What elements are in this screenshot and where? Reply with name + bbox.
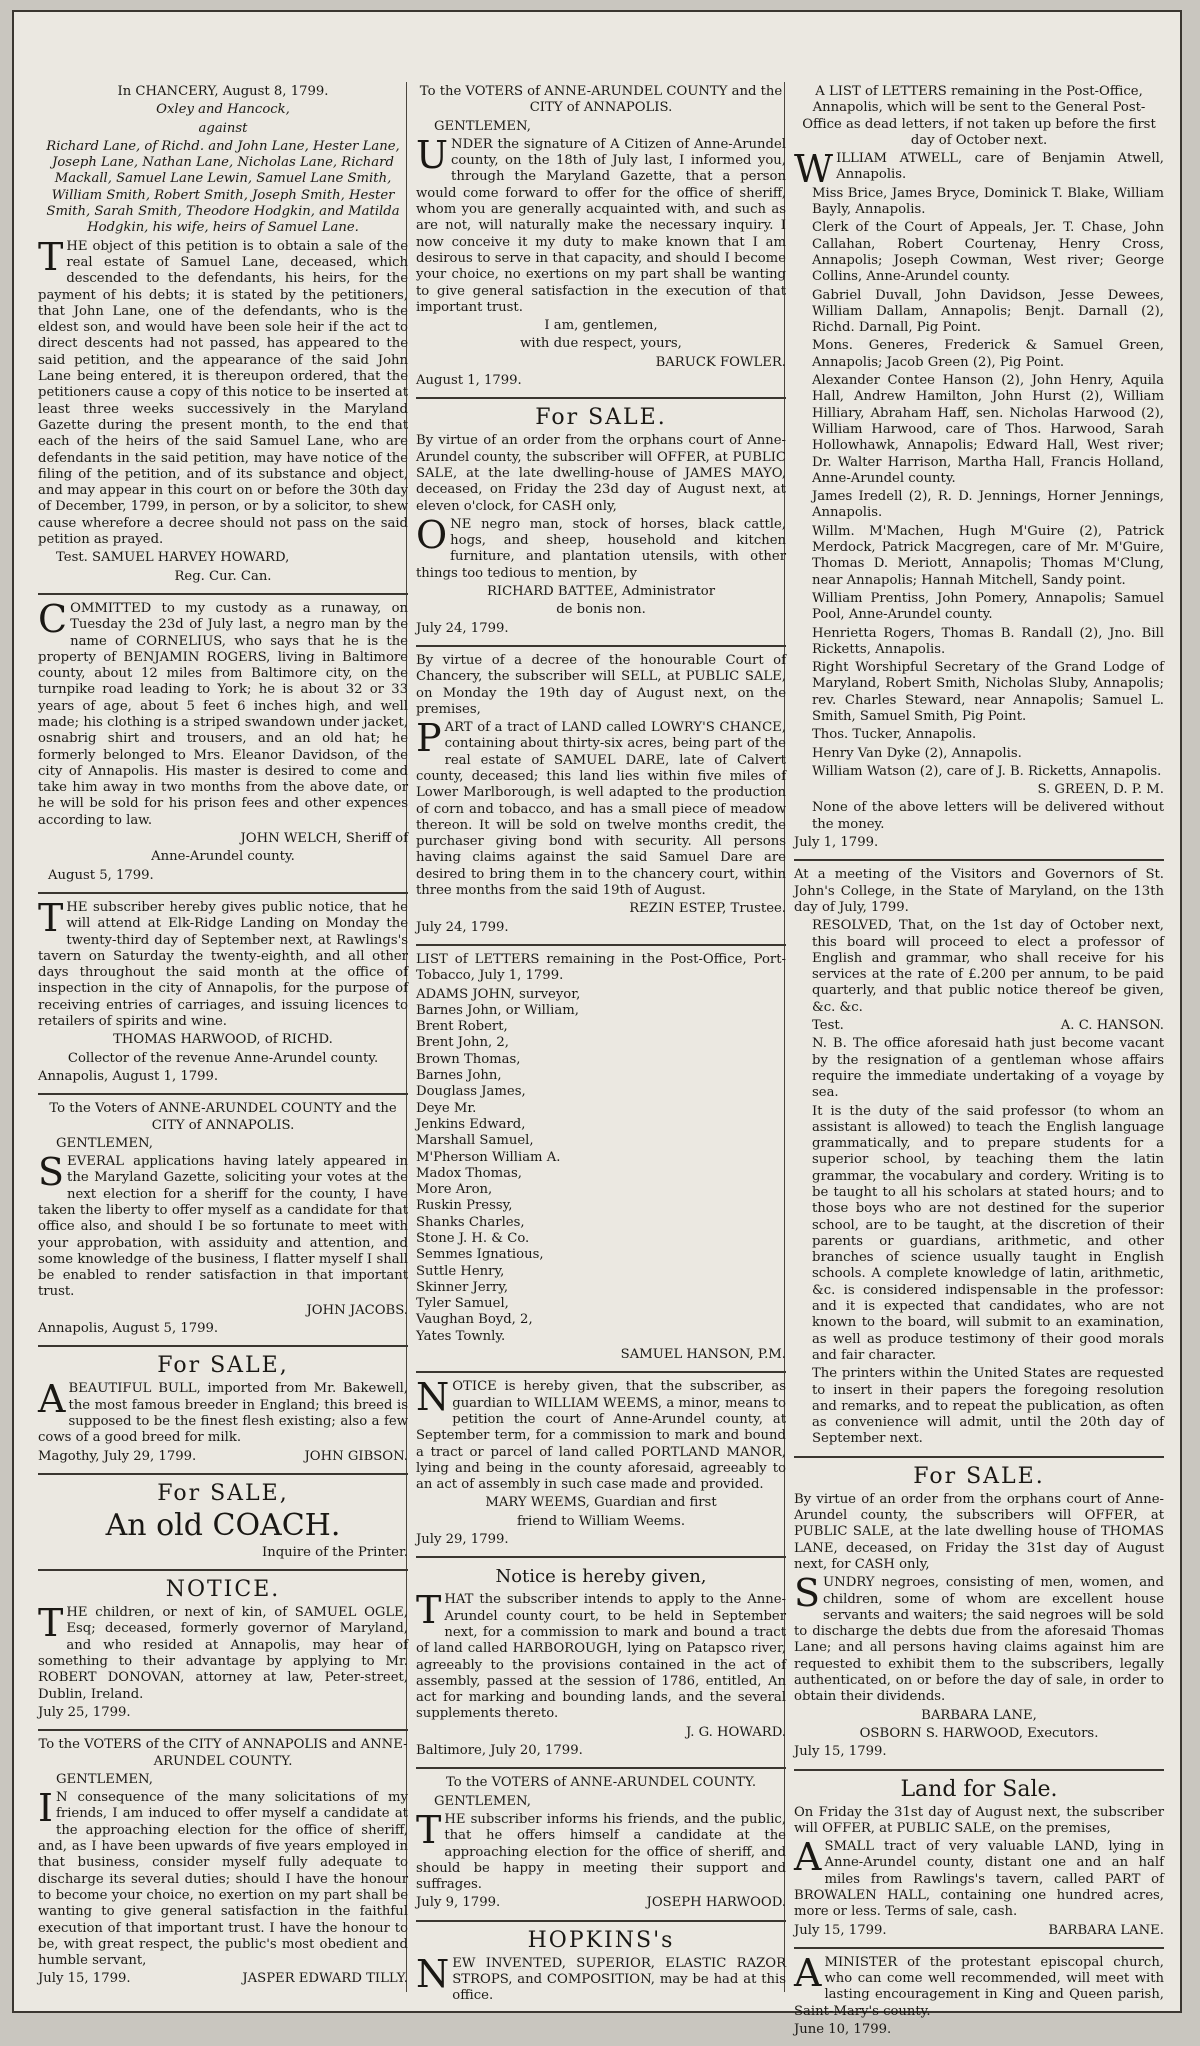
- drop-cap: T: [416, 1588, 442, 1633]
- signature: JOSEPH HARWOOD.: [646, 1895, 786, 1911]
- date: August 5, 1799.: [48, 867, 154, 883]
- list-item: Willm. M'Machen, Hugh M'Guire (2), Patrick Merdock, Patrick Macgregen, care of Mr. M'Guire, Thomas D. Meriott, Annapolis; Thomas M'Clung, near Annapolis; Hannah Mitchell, Sandy point.: [812, 523, 1164, 588]
- list-item: Yates Townly.: [416, 1328, 506, 1344]
- mayo-sale: [416, 405, 786, 647]
- list-item: Henrietta Rogers, Thomas B. Randall (2), Jno. Bill Ricketts, Annapolis.: [812, 625, 1164, 657]
- list-item: Brown Thomas,: [416, 1051, 521, 1067]
- salutation: GENTLEMEN,: [56, 1135, 153, 1151]
- drop-cap: T: [38, 234, 64, 279]
- date: Annapolis, August 1, 1799.: [38, 1068, 219, 1084]
- date: Magothy, July 29, 1799.: [38, 1448, 197, 1464]
- date: July 24, 1799.: [416, 919, 509, 935]
- salutation: GENTLEMEN,: [434, 1793, 531, 1809]
- list-item: Thos. Tucker, Annapolis.: [812, 727, 977, 743]
- column-2: [416, 82, 786, 2002]
- body-text: EW INVENTED, SUPERIOR, ELASTIC RAZOR STROPS, and COMPOSITION, may be had at this office.: [452, 1955, 786, 2004]
- drop-cap: N: [416, 1375, 450, 1420]
- heading: To the VOTERS of ANNE-ARUNDEL COUNTY.: [445, 1775, 757, 1791]
- list-item: Shanks Charles,: [416, 1214, 525, 1230]
- drop-cap: S: [794, 1571, 821, 1616]
- parties: against: [198, 120, 248, 136]
- list-item: Tyler Samuel,: [416, 1296, 509, 1312]
- signature: THOMAS HARWOOD, of RICHD.: [113, 1032, 333, 1048]
- drop-cap: A: [794, 1835, 822, 1880]
- bull-sale: [38, 1353, 408, 1474]
- drop-cap: T: [38, 1601, 64, 1646]
- date: July 24, 1799.: [416, 620, 509, 636]
- date: Baltimore, July 20, 1799.: [416, 1743, 583, 1759]
- weems-notice: [416, 1375, 786, 1558]
- body-text: OMMITTED to my custody as a runaway, on Tuesday the 23d of July last, a negro man by the name of CORNELIUS, who says that he is the property of BENJAMIN ROGERS, living in Baltimore county, about 12 miles from Baltimore city, on the turnpike road leading to York; he is about 32 or 33 years of age, about 5 feet 6 inches high, and well made; his clothing is a striped swandown under jacket, osnabrig shirt and trousers, and an old hat; he formerly belonged to Mrs. Eleanor Davidson, of the city of Annapolis. His master is desired to come and take him away in two months from the above date, or he will be sold for his prison fees and other expences according to law.: [38, 600, 408, 828]
- newspaper-page: [12, 10, 1182, 2038]
- list-item: Semmes Ignatious,: [416, 1247, 544, 1263]
- list-item: Alexander Contee Hanson (2), John Henry, Aquila Hall, Andrew Hamilton, John Hurst (2), William Hilliary, Abraham Haff, sen. Nicholas Harwood (2), William Harwood, care of Thos. Harwood, Sarah Hollowhawk, Annapolis; Edward Hall, West river; Dr. Walter Harrison, Martha Hall, Francis Holland, Anne-Arundel county.: [812, 373, 1164, 486]
- body-text: ART of a tract of LAND called LOWRY'S CHANCE, containing about thirty-six acres, being part of the real estate of SAMUEL DARE, late of Calvert county, deceased; this land lies within five miles of Lower Marlborough, is well adapted to the production of corn and tobacco, and has a small piece of meadow thereon. It will be sold on twelve months credit, the purchaser giving bond with security. All persons having claims against the said Samuel Dare are desired to bring them in to the chancery court, within three months from the said 19th of August.: [416, 720, 786, 899]
- ogle-notice: [38, 1577, 408, 1731]
- date: August 1, 1799.: [416, 373, 522, 389]
- list-item: Douglass James,: [416, 1084, 526, 1100]
- signature-office: Collector of the revenue Anne-Arundel county.: [67, 1050, 379, 1066]
- signature: BARUCK FOWLER.: [655, 354, 786, 370]
- list-item: Stone J. H. & Co.: [416, 1231, 530, 1246]
- drop-cap: C: [38, 596, 68, 641]
- date: July 29, 1799.: [416, 1532, 509, 1548]
- drop-cap: W: [794, 147, 834, 192]
- coach-sale: [38, 1481, 408, 1571]
- body-text: HE subscriber hereby gives public notice, that he will attend at Elk-Ridge Landing on Monday the twenty-third day of September next, at Rawlings's tavern on Saturday the twenty-eighth, and all other days throughout the said month at the office of inspection in the city of Annapolis, for the purpose of receiving entries of carriages, and issuing licences to retailers of spirits and wine.: [38, 899, 408, 1030]
- heading: For SALE.: [913, 1463, 1045, 1489]
- lowrys-chance-sale: [416, 653, 786, 946]
- body-text: MINISTER of the protestant episcopal church, who can come well recommended, will meet with lasting encouragement in King and Queen parish, Saint-Mary's county.: [794, 1954, 1164, 2019]
- signature: A. C. HANSON.: [1060, 1018, 1164, 1034]
- nota-bene: N. B. The office aforesaid hath just become vacant by the resignation of a gentleman whose affairs require the immediate undertaking of a voyage by sea.: [812, 1036, 1164, 1101]
- date: July 15, 1799.: [794, 1744, 887, 1760]
- body-text: HE subscriber informs his friends, and the public, that he offers himself a candidate at the approaching election for the office of sheriff, and should be happy in meeting their support and suffrages.: [416, 1811, 786, 1893]
- list-item: ADAMS JOHN, surveyor,: [416, 986, 581, 1002]
- note: Inquire of the Printer.: [262, 1544, 408, 1560]
- note: None of the above letters will be delivered without the money.: [812, 800, 1164, 832]
- list-item: Brent John, 2,: [416, 1035, 509, 1051]
- collector-notice: [38, 895, 408, 1095]
- list-item: Jenkins Edward,: [416, 1116, 526, 1132]
- body-text: OTICE is hereby given, that the subscriber, as guardian to WILLIAM WEEMS, a minor, means to petition the court of Anne-Arundel county, at September term, for a commission to mark and bound a tract or parcel of land called PORTLAND MANOR, lying and being in the county aforesaid, agreeably to an act of assembly in such case made and provided.: [416, 1379, 786, 1493]
- intro: On Friday the 31st day of August next, the subscriber will OFFER, at PUBLIC SALE, on the premises,: [794, 1804, 1164, 1836]
- salutation: GENTLEMEN,: [56, 1771, 153, 1787]
- heading: Notice is hereby given,: [495, 1566, 707, 1588]
- salutation: GENTLEMEN,: [434, 118, 531, 134]
- heading: For SALE,: [157, 1480, 289, 1506]
- heading: For SALE,: [157, 1353, 289, 1379]
- signature-office: friend to William Weems.: [516, 1513, 686, 1529]
- drop-cap: A: [794, 1950, 822, 1995]
- st-johns-college: [794, 867, 1164, 1457]
- parties: Oxley and Hancock,: [156, 102, 290, 118]
- closing: with due respect, yours,: [520, 336, 682, 352]
- date: Annapolis, August 5, 1799.: [38, 1321, 219, 1337]
- hopkins-strops: [416, 1928, 786, 2013]
- signature: RICHARD BATTEE, Administrator: [486, 584, 716, 600]
- body-text: ILLIAM ATWELL, care of Benjamin Atwell, Annapolis.: [836, 151, 1164, 183]
- list-item: Brent Robert,: [416, 1019, 508, 1035]
- runaway-notice: [38, 596, 408, 894]
- annapolis-letters: [794, 84, 1164, 861]
- drop-cap: U: [416, 132, 449, 177]
- coach-title: An old COACH.: [105, 1507, 341, 1543]
- letters-list: [416, 987, 786, 1346]
- date: June 10, 1799.: [794, 2022, 892, 2038]
- signature: S. GREEN, D. P. M.: [1037, 782, 1164, 798]
- test-label: Test.: [812, 1018, 844, 1034]
- signature-office: Anne-Arundel county.: [151, 849, 295, 865]
- body-text: HE children, or next of kin, of SAMUEL OGLE, Esq; deceased, formerly governor of Maryland, and who resided at Annapolis, may hear of something to their advantage by applying to Mr. ROBERT DONOVAN, attorney at law, Peter-street, Dublin, Ireland.: [38, 1605, 408, 1702]
- signature: BARBARA LANE.: [1048, 1922, 1164, 1938]
- signature: REZIN ESTEP, Trustee.: [629, 901, 786, 917]
- harwood-address: [416, 1775, 786, 1921]
- closing: I am, gentlemen,: [544, 318, 658, 334]
- port-tobacco-letters: [416, 952, 786, 1373]
- heading: NOTICE.: [165, 1577, 281, 1603]
- land-sale: [794, 1777, 1164, 1949]
- heading: To the VOTERS of the CITY of ANNAPOLIS and ANNE-ARUNDEL COUNTY.: [38, 1737, 408, 1769]
- howard-notice: [416, 1564, 786, 1769]
- intro: By virtue of an order from the orphans court of Anne-Arundel county, the subscriber will OFFER, at PUBLIC SALE, at the late dwelling-house of JAMES MAYO, deceased, on Friday the 23d day of August next, at eleven o'clock, for CASH only,: [416, 433, 786, 514]
- body-text: UNDRY negroes, consisting of men, women, and children, some of whom are excellent house servants and waiters; the said negroes will be sold to discharge the debts due from the aforesaid Thomas Lane; and all persons having claims against him are requested to exhibit them to the subscribers, legally authenticated, on or before the day of sale, in order to obtain their dividends.: [794, 1575, 1164, 1705]
- list-item: Gabriel Duvall, John Davidson, Jesse Dewees, William Dallam, Annapolis; Benjt. Darnall (2), Richd. Darnall, Pig Point.: [812, 287, 1164, 336]
- date: July 25, 1799.: [38, 1704, 131, 1720]
- list-item: M'Pherson William A.: [416, 1149, 561, 1165]
- tilly-address: [38, 1737, 408, 1995]
- signature: JOHN GIBSON.: [304, 1448, 408, 1464]
- heading: In CHANCERY, August 8, 1799.: [117, 84, 329, 99]
- list-item: William Prentiss, John Pomery, Annapolis; Samuel Pool, Anne-Arundel county.: [812, 590, 1164, 623]
- date: July 1, 1799.: [794, 835, 879, 851]
- list-item: Marshall Samuel,: [416, 1133, 534, 1149]
- list-item: Mons. Generes, Frederick & Samuel Green, Annapolis; Jacob Green (2), Pig Point.: [812, 338, 1164, 370]
- list-item: James Iredell (2), R. D. Jennings, Horner Jennings, Annapolis.: [812, 489, 1164, 521]
- body-text: N consequence of the many solicitations of my friends, I am induced to offer myself a candidate at the approaching election for the office of sheriff, and, as I have been upwards of five years employed in that business, consider myself fully adequate to discharge its several duties; should I have the honour to become your choice, no exertion on my part shall be wanting to give general satisfaction in the faithful execution of that important trust. I have the honour to be, with great respect, the public's most obedient and humble servant,: [38, 1790, 408, 1969]
- signature: JOHN WELCH, Sheriff of: [240, 831, 408, 847]
- signature: OSBORN S. HARWOOD,: [859, 1725, 1023, 1741]
- fowler-address: [416, 84, 786, 399]
- body-text: NE negro man, stock of horses, black cattle, hogs, and sheep, household and kitchen furniture, and plantation utensils, with other things too tedious to mention, by: [416, 516, 786, 581]
- list-item: Suttle Henry,: [416, 1263, 505, 1279]
- heading: HOPKINS's: [527, 1927, 675, 1953]
- signature: JASPER EDWARD TILLY.: [242, 1971, 408, 1987]
- heading: To the VOTERS of ANNE-ARUNDEL COUNTY and the CITY of ANNAPOLIS.: [419, 84, 783, 116]
- printers-request: The printers within the United States are requested to insert in their papers the foregoing resolution and remarks, and to repeat the publication, as often as convenience will admit, until the 20th day of September next.: [812, 1366, 1164, 1447]
- signature: J. G. HOWARD.: [685, 1724, 786, 1740]
- resolution: RESOLVED, That, on the 1st day of October next, this board will proceed to elect a professor of English and grammar, who shall receive for his services at the rate of £.200 per annum, to be paid quarterly, and that public notice thereof be given, &c. &c.: [812, 918, 1164, 1015]
- signature: Test. SAMUEL HARVEY HOWARD,: [56, 550, 290, 566]
- date: July 9, 1799.: [416, 1895, 501, 1911]
- drop-cap: T: [38, 895, 64, 940]
- body-text: EVERAL applications having lately appeared in the Maryland Gazette, soliciting your votes at the next election for a sheriff for the county, I have taken the liberty to offer myself as a candidate for that office also, and should I be so fortunate to meet with your approbation, with assiduity and attention, and some knowledge of the business, I flatter myself I shall be enabled to render satisfaction in that important trust.: [38, 1154, 408, 1300]
- body-text: SMALL tract of very valuable LAND, lying in Anne-Arundel county, distant one and an half miles from Rawlings's tavern, called PART of BROWALEN HALL, containing one hundred acres, more or less. Terms of sale, cash.: [794, 1839, 1164, 1920]
- chancery-notice: [38, 84, 408, 595]
- drop-cap: S: [38, 1150, 65, 1195]
- drop-cap: T: [416, 1807, 442, 1852]
- body-text: HAT the subscriber intends to apply to the Anne-Arundel county court, to be held in September next, for a commission to mark and bound a tract of land called HARBOROUGH, lying on Patapsco river, agreeably to the provisions contained in the act of assembly, passed at the session of 1786, entitled, An act for marking and bounding lands, and the several supplements thereto.: [416, 1592, 786, 1722]
- column-3: [794, 82, 1164, 2038]
- list-item: Henry Van Dyke (2), Annapolis.: [812, 745, 1022, 761]
- intro: By virtue of an order from the orphans court of Anne-Arundel county, the subscribers will OFFER, at PUBLIC SALE, at the late dwelling house of THOMAS LANE, deceased, on Friday the 31st day of August next, for CASH only,: [794, 1491, 1164, 1572]
- list-item: More Aron,: [416, 1182, 493, 1198]
- drop-cap: A: [38, 1377, 66, 1422]
- lane-negroes-sale: [794, 1464, 1164, 1771]
- list-item: Deye Mr.: [416, 1100, 477, 1116]
- signature: MARY WEEMS, Guardian and first: [485, 1495, 717, 1511]
- date: July 15, 1799.: [38, 1971, 131, 1987]
- list-item: Barnes John,: [416, 1068, 502, 1084]
- signature-office: de bonis non.: [556, 602, 646, 618]
- list-item: William Watson (2), care of J. B. Ricketts, Annapolis.: [812, 763, 1162, 779]
- list-item: Vaughan Boyd, 2,: [416, 1312, 533, 1328]
- drop-cap: P: [416, 716, 442, 761]
- intro: At a meeting of the Visitors and Governors of St. John's College, in the State of Maryland, on the 13th day of July, 1799.: [794, 867, 1164, 915]
- list-item: Right Worshipful Secretary of the Grand Lodge of Maryland, Robert Smith, Nicholas Sluby, Annapolis; rev. Charles Steward, near Annapolis; Samuel L. Smith, Samuel Smith, Pig Point.: [812, 660, 1164, 724]
- body-text: NDER the signature of A Citizen of Anne-Arundel county, on the 18th of July last, I informed you, through the Maryland Gazette, that a person would come forward to offer for the office of sheriff, whom you are generally acquainted with, and such as are not, will naturally make the necessary inquiry. I now conceive it my duty to make known that I am desirous to serve in that capacity, and should I become your choice, no exertions on my part shall be wanting to give general satisfaction in the execution of that important trust.: [416, 136, 786, 315]
- body-text: HE object of this petition is to obtain a sale of the real estate of Samuel Lane, deceased, which descended to the defendants, his heirs, for the payment of his debts; it is stated by the petitioners, that John Lane, one of the defendants, who is the eldest son, and would have been sole heir if the act to direct descents had not passed, has appeared to the said petition, and the appearance of the said John Lane being entered, it is thereupon ordered, that the petitioners cause a copy of this notice to be inserted at least three weeks successively in the Maryland Gazette during the present month, to the end that each of the heirs of the said Samuel Lane, who are defendants in the said petition, may have notice of the filing of the petition, and of its substance and object, and may appear in this court on or before the 30th day of December, 1799, in person, or by a solicitor, to shew cause wherefore a decree should not pass on the said petition as prayed.: [38, 238, 408, 548]
- intro: By virtue of a decree of the honourable Court of Chancery, the subscriber will SELL, at PUBLIC SALE, on Monday the 19th day of August next, on the premises,: [416, 652, 786, 717]
- role: Executors.: [1027, 1725, 1099, 1741]
- column-1: [38, 82, 408, 2002]
- heading: To the Voters of ANNE-ARUNDEL COUNTY and the CITY of ANNAPOLIS.: [49, 1101, 397, 1133]
- body-text: BEAUTIFUL BULL, imported from Mr. Bakewell, the most famous breeder in England; this breed is supposed to be the finest flesh existing; also a few cows of a good breed for milk.: [38, 1381, 408, 1446]
- parties: Richard Lane, of Richd. and John Lane, Hester Lane, Joseph Lane, Nathan Lane, Nicholas Lane, Richard Mackall, Samuel Lane Lewin, Samuel Lane Smith, William Smith, Robert Smith, Joseph Smith, Hester Smith, Sarah Smith, Theodore Hodgkin, and Matilda Hodgkin, his wife, heirs of Samuel Lane.: [46, 138, 400, 236]
- list-item: Skinner Jerry,: [416, 1279, 509, 1295]
- heading: Land for Sale.: [900, 1776, 1058, 1802]
- list-item: Ruskin Pressy,: [416, 1198, 513, 1214]
- list-item: Miss Brice, James Bryce, Dominick T. Blake, William Bayly, Annapolis.: [812, 185, 1164, 218]
- drop-cap: O: [416, 512, 448, 557]
- heading: A LIST of LETTERS remaining in the Post-Office, Annapolis, which will be sent to the General Post-Office as dead letters, if not taken up before the first day of October next.: [802, 84, 1156, 148]
- body-text: It is the duty of the said professor (to whom an assistant is allowed) to teach the English language grammatically, and to prepare students for a superior school, by teaching them the latin grammar, the vocabulary and cordery. Writing is to be taught to all his scholars at stated hours; and to those boys who are not destined for the superior school, are to be taught, at the discretion of their parents or guardians, arithmetic, and other branches of science usually taught in English schools. A complete knowledge of latin, arithmetic, &c. is considered indispensable in the professor: and it is expected that candidates, who are not known to the board, will submit to an examination, as well as produce testimony of their good morals and fair character.: [812, 1103, 1164, 1363]
- list-item: Barnes John, or William,: [416, 1002, 579, 1018]
- minister-notice: [794, 1950, 1164, 2046]
- drop-cap: N: [416, 1951, 450, 1996]
- heading: For SALE.: [535, 405, 667, 431]
- list-item: Madox Thomas,: [416, 1165, 522, 1181]
- date: July 15, 1799.: [794, 1922, 887, 1938]
- signature-office: Reg. Cur. Can.: [174, 568, 272, 584]
- list-item: Clerk of the Court of Appeals, Jer. T. Chase, John Callahan, Robert Courtenay, Henry Cross, Annapolis; Joseph Cowman, West river; George Collins, Anne-Arundel county.: [812, 220, 1164, 285]
- jacobs-address: [38, 1101, 408, 1347]
- signature: BARBARA LANE,: [921, 1707, 1037, 1723]
- heading: LIST of LETTERS remaining in the Post-Office, Port-Tobacco, July 1, 1799.: [416, 951, 786, 984]
- signature: JOHN JACOBS.: [306, 1302, 408, 1318]
- drop-cap: I: [38, 1786, 54, 1831]
- signature: SAMUEL HANSON, P.M.: [620, 1347, 786, 1363]
